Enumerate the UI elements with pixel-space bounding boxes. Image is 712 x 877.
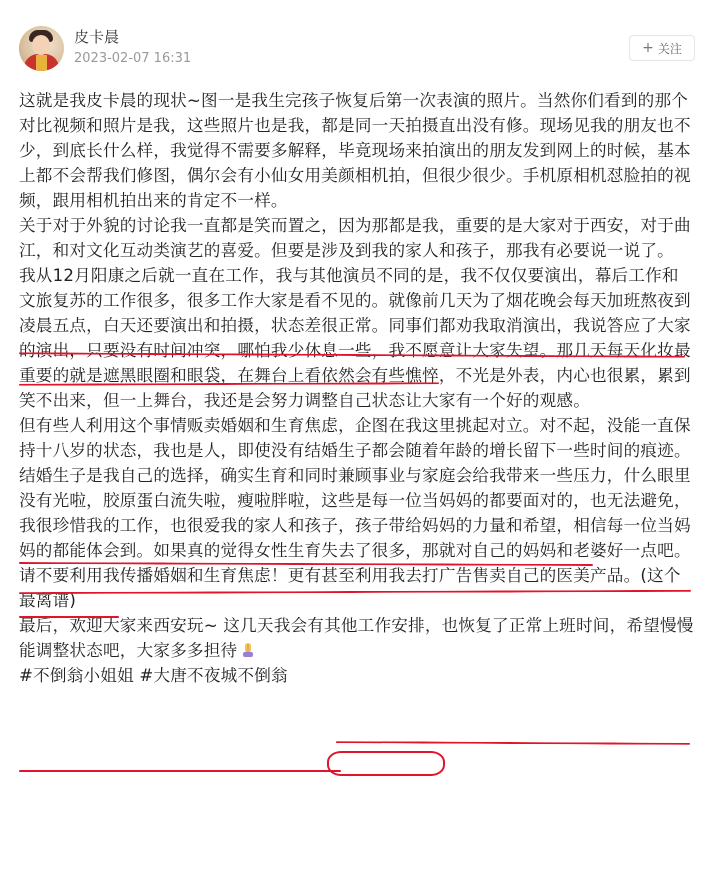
highlight-underline <box>19 616 119 618</box>
post-header <box>0 0 712 78</box>
post-timestamp: 2023-02-07 16:31 <box>74 51 192 66</box>
paragraph-4: 但有些人利用这个事情贩卖婚姻和生育焦虑，企图在我这里挑起对立。对不起，没能一直保持十八岁的状态，我也是人，即使没有结婚生子都会随着年龄的增长留下一些时间的痕迹。结婚生子是我自己的选择，确实生育和同时兼顾事业与家庭会给我带来一些压力，什么眼里没有光啦，胶原蛋白流失啦，瘦啦胖啦，这些是每一位当妈妈的都要面对的，也无法避免，我很珍惜我的工作，也很爱我的家人和孩子，孩子带给妈妈的力量和希望，相信每一位当妈妈的都能体会到。如果真的觉得女性生育失去了很多，那就对自己的妈妈和老婆好一点吧。请不要利用我传播婚姻和生育焦虑！更有甚至利用我去打广告售卖自己的医美产品。(这个最离谱) <box>19 416 691 610</box>
highlight-underline <box>336 741 690 745</box>
follow-button[interactable] <box>629 35 695 61</box>
paragraph-5-text: 最后，欢迎大家来西安玩~ 这几天我会有其他工作安排，也恢复了正常上班时间，希望慢慢能调整状态吧，大家多多担待 <box>19 616 694 660</box>
pray-emoji-icon <box>240 642 256 658</box>
paragraph-3: 我从12月阳康之后就一直在工作，我与其他演员不同的是，我不仅仅要演出，幕后工作和文旅复苏的工作很多，很多工作大家是看不见的。就像前几天为了烟花晚会每天加班熬夜到凌晨五点，白天还要演出和拍摄，状态差很正常。同事们都劝我取消演出，我说答应了大家的演出，只要没有时间冲突，哪怕我少休息一些，我不愿意让大家失望。那几天每天化妆最重要的就是遮黑眼圈和眼袋，在舞台上看依然会有些憔悴，不光是外表，内心也很累，累到笑不出来，但一上舞台，我还是会努力调整自己状态让大家有一个好的观感。 <box>19 266 691 410</box>
highlight-underline <box>19 770 341 772</box>
follow-label: 关注 <box>657 41 682 56</box>
hashtags[interactable]: #不倒翁小姐姐 #大唐不夜城不倒翁 <box>19 666 288 685</box>
avatar[interactable] <box>19 26 64 71</box>
highlight-circle <box>327 751 445 776</box>
paragraph-2: 关于对于外貌的讨论我一直都是笑而置之，因为那都是我，重要的是大家对于西安，对于曲江，和对文化互动类演艺的喜爱。但要是涉及到我的家人和孩子，那我有必要说一说了。 <box>19 216 691 260</box>
paragraph-5 <box>19 613 695 663</box>
paragraph-1: 这就是我皮卡晨的现状~图一是我生完孩子恢复后第一次表演的照片。当然你们看到的那个对比视频和照片是我，这些照片也是我，都是同一天拍摄直出没有修。现场见我的朋友也不少，到底长什么样，我觉得不需要多解释，毕竟现场来拍演出的朋友发到网上的时候，基本上都不会帮我们修图，偶尔会有小仙女用美颜相机拍，但很少很少。手机原相机怼脸拍的视频，跟用相机拍出来的肯定不一样。 <box>19 91 691 210</box>
author-name[interactable]: 皮卡晨 <box>74 28 120 46</box>
post-body <box>19 88 695 688</box>
plus-icon: + <box>642 40 654 56</box>
